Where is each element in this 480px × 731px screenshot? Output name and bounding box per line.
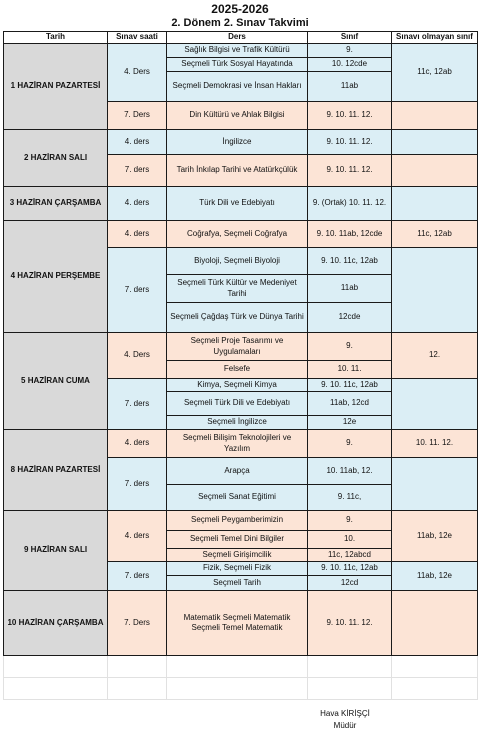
empty-cell (308, 656, 392, 678)
grade-cell: 10. 11. (308, 361, 392, 379)
course-cell: Fizik, Seçmeli Fizik (167, 562, 308, 576)
grade-cell: 12e (308, 416, 392, 430)
grade-cell: 9. 10. 11. 12. (308, 130, 392, 155)
table-row (4, 430, 478, 458)
excluded-cell (392, 187, 478, 221)
grade-cell: 9. (308, 511, 392, 531)
course-cell: Seçmeli Peygamberimizin (167, 511, 308, 531)
date-cell: 9 HAZİRAN SALI (4, 511, 108, 591)
excluded-cell: 11c, 12ab (392, 44, 478, 102)
empty-cell (308, 678, 392, 700)
empty-cell (4, 656, 108, 678)
header-period: Sınav saati (108, 32, 167, 44)
course-cell: Arapça (167, 458, 308, 485)
course-cell: Din Kültürü ve Ahlak Bilgisi (167, 102, 308, 130)
empty-cell (392, 678, 478, 700)
grade-cell: 11ab (308, 275, 392, 303)
empty-row (4, 656, 478, 678)
period-cell: 4. ders (108, 221, 167, 248)
excluded-cell (392, 379, 478, 430)
grade-cell: 9. (308, 44, 392, 58)
excluded-cell (392, 155, 478, 187)
period-cell: 4. Ders (108, 333, 167, 379)
course-cell: Seçmeli Demokrasi ve İnsan Hakları (167, 72, 308, 102)
header-excluded: Sınavı olmayan sınıf (392, 32, 478, 44)
grade-cell: 9. (308, 430, 392, 458)
grade-cell: 12cde (308, 303, 392, 333)
course-cell: Matematik Seçmeli Matematik Seçmeli Temel Matematik (167, 591, 308, 656)
table-row (4, 44, 478, 58)
date-cell: 5 HAZİRAN CUMA (4, 333, 108, 430)
grade-cell: 9. 10. 11. 12. (308, 155, 392, 187)
empty-cell (108, 656, 167, 678)
course-cell: Seçmeli Girişimcilik (167, 549, 308, 562)
grade-cell: 11ab (308, 72, 392, 102)
excluded-cell (392, 591, 478, 656)
date-cell: 4 HAZİRAN PERŞEMBE (4, 221, 108, 333)
exam-schedule-table (3, 31, 478, 700)
excluded-cell: 11ab, 12e (392, 562, 478, 591)
excluded-cell (392, 248, 478, 333)
course-cell: Seçmeli İngilizce (167, 416, 308, 430)
course-cell: Kimya, Seçmeli Kimya (167, 379, 308, 392)
period-cell: 7. ders (108, 248, 167, 333)
period-cell: 7. Ders (108, 102, 167, 130)
table-row (4, 221, 478, 248)
grade-cell: 9. 11c, (308, 485, 392, 511)
course-cell: Seçmeli Türk Sosyal Hayatında (167, 58, 308, 72)
course-cell: Seçmeli Çağdaş Türk ve Dünya Tarihi (167, 303, 308, 333)
course-cell: Seçmeli Bilişim Teknolojileri ve Yazılım (167, 430, 308, 458)
course-cell: Felsefe (167, 361, 308, 379)
grade-cell: 9. 10. 11. 12. (308, 102, 392, 130)
period-cell: 4. Ders (108, 44, 167, 102)
grade-cell: 10. 11ab, 12. (308, 458, 392, 485)
course-cell: Tarih İnkılap Tarihi ve Atatürkçülük (167, 155, 308, 187)
grade-cell: 10. (308, 531, 392, 549)
empty-cell (392, 656, 478, 678)
course-cell: Seçmeli Proje Tasarımı ve Uygulamaları (167, 333, 308, 361)
excluded-cell: 11c, 12ab (392, 221, 478, 248)
course-cell: Sağlık Bilgisi ve Trafik Kültürü (167, 44, 308, 58)
course-cell: Seçmeli Türk Dili ve Edebiyatı (167, 392, 308, 416)
period-cell: 7. ders (108, 562, 167, 591)
course-cell: İngilizce (167, 130, 308, 155)
excluded-cell: 12. (392, 333, 478, 379)
grade-cell: 10. 12cde (308, 58, 392, 72)
period-cell: 4. ders (108, 130, 167, 155)
year-title: 2025-2026 (211, 2, 269, 16)
grade-cell: 9. 10. 11ab, 12cde (308, 221, 392, 248)
grade-cell: 11ab, 12cd (308, 392, 392, 416)
grade-cell: 9. 10. 11c, 12ab (308, 379, 392, 392)
empty-cell (167, 678, 308, 700)
excluded-cell: 10. 11. 12. (392, 430, 478, 458)
course-cell: Seçmeli Tarih (167, 576, 308, 591)
table-row (4, 333, 478, 361)
empty-row (4, 678, 478, 700)
grade-cell: 9. (Ortak) 10. 11. 12. (308, 187, 392, 221)
period-cell: 7. ders (108, 458, 167, 511)
table-row (4, 511, 478, 531)
period-cell: 4. ders (108, 511, 167, 562)
course-cell: Biyoloji, Seçmeli Biyoloji (167, 248, 308, 275)
excluded-cell (392, 458, 478, 511)
course-cell: Seçmeli Türk Kültür ve Medeniyet Tarihi (167, 275, 308, 303)
empty-cell (4, 678, 108, 700)
header-grade: Sınıf (308, 32, 392, 44)
grade-cell: 9. 10. 11. 12. (308, 591, 392, 656)
excluded-cell (392, 102, 478, 130)
course-cell: Seçmeli Sanat Eğitimi (167, 485, 308, 511)
table-row (4, 187, 478, 221)
date-cell: 8 HAZİRAN PAZARTESİ (4, 430, 108, 511)
empty-cell (108, 678, 167, 700)
period-cell: 7. ders (108, 379, 167, 430)
grade-cell: 9. (308, 333, 392, 361)
date-cell: 10 HAZİRAN ÇARŞAMBA (4, 591, 108, 656)
schedule-title: 2. Dönem 2. Sınav Takvimi (171, 17, 309, 29)
date-cell: 3 HAZİRAN ÇARŞAMBA (4, 187, 108, 221)
grade-cell: 9. 10. 11c, 12ab (308, 248, 392, 275)
principal-name: Hava KİRİŞÇİ (320, 709, 370, 718)
period-cell: 4. ders (108, 430, 167, 458)
date-cell: 1 HAZİRAN PAZARTESİ (4, 44, 108, 130)
date-cell: 2 HAZİRAN SALI (4, 130, 108, 187)
excluded-cell: 11ab, 12e (392, 511, 478, 562)
excluded-cell (392, 130, 478, 155)
grade-cell: 12cd (308, 576, 392, 591)
course-cell: Seçmeli Temel Dini Bilgiler (167, 531, 308, 549)
course-cell: Coğrafya, Seçmeli Coğrafya (167, 221, 308, 248)
period-cell: 7. ders (108, 155, 167, 187)
header-date: Tarih (4, 32, 108, 44)
grade-cell: 9. 10. 11c, 12ab (308, 562, 392, 576)
course-cell: Türk Dili ve Edebiyatı (167, 187, 308, 221)
period-cell: 7. Ders (108, 591, 167, 656)
table-row (4, 591, 478, 656)
header-row (4, 32, 478, 44)
period-cell: 4. ders (108, 187, 167, 221)
grade-cell: 11c, 12abcd (308, 549, 392, 562)
empty-cell (167, 656, 308, 678)
principal-role: Müdür (333, 721, 357, 730)
header-course: Ders (167, 32, 308, 44)
table-row (4, 130, 478, 155)
